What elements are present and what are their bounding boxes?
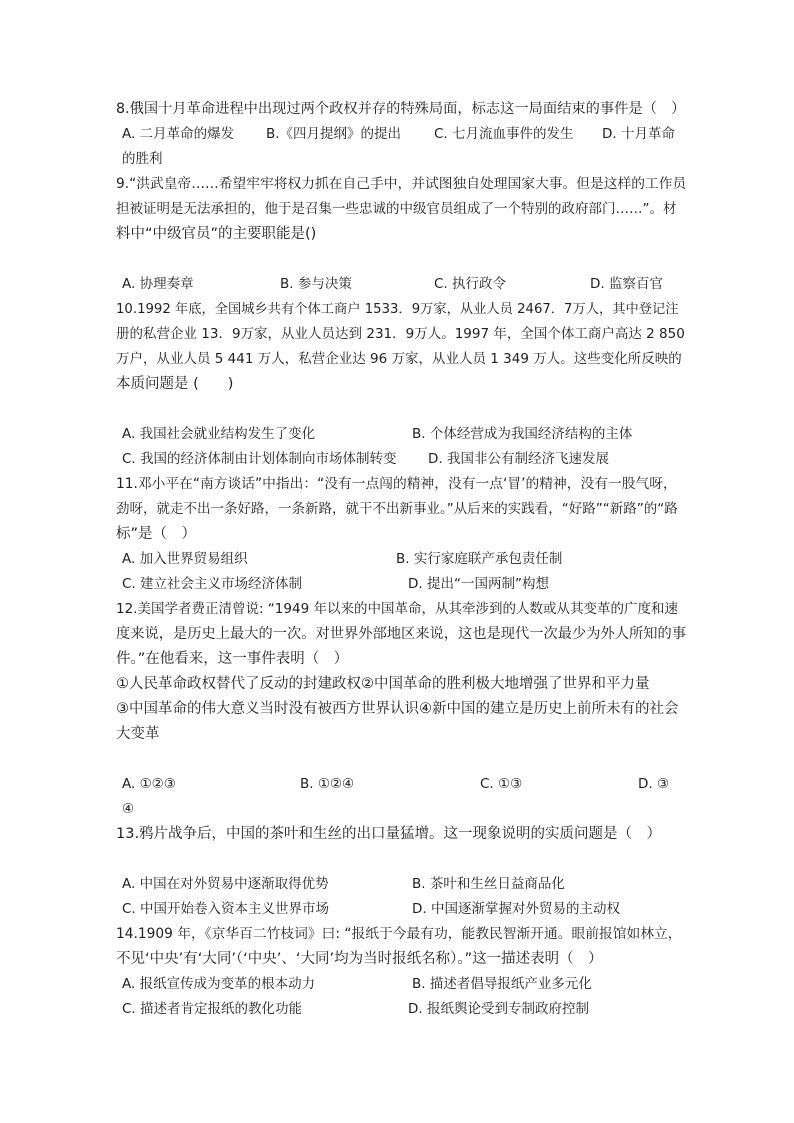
question-text: 9.“洪武皇帝……希望牢牢将权力抓在自己手中，并试图独自处理国家大事。但是这样的工作员 — [116, 176, 687, 192]
option-d: D. 报纸舆论受到专制政府控制 — [408, 1001, 589, 1017]
option-a: A. 协理奏章 — [122, 276, 194, 292]
question-text: 劲呀，就走不出一条好路，一条新路，就干不出新事业。”从后来的实践看，“好路”“新路”的“路 — [116, 501, 678, 517]
question-text: 万户，从业人员 5 441 万人，私营企业达 96 万家，从业人员 1 349 万人。这些变化所反映的 — [116, 351, 682, 367]
option-b: B. 茶叶和生丝日益商品化 — [412, 876, 565, 892]
option-c: C. 描述者肯定报纸的教化功能 — [122, 1001, 303, 1017]
option-a: A. 加入世界贸易组织 — [122, 551, 248, 567]
option-b: B. 参与决策 — [280, 276, 352, 292]
option-d: D. 十月革命 — [602, 126, 675, 142]
option-b: B. ①②④ — [300, 776, 355, 792]
option-d: D. 提出“一国两制”构想 — [408, 576, 549, 592]
option-b: B. 个体经营成为我国经济结构的主体 — [412, 426, 633, 442]
option-c: C. 建立社会主义市场经济体制 — [122, 576, 303, 592]
option-a: A. 中国在对外贸易中逐渐取得优势 — [122, 876, 329, 892]
option-b: B.《四月提纲》的提出 — [266, 126, 402, 142]
option-c: C. 执行政令 — [434, 276, 507, 292]
option-c: C. ①③ — [480, 776, 523, 792]
option-d: D. 中国逐渐掌握对外贸易的主动权 — [412, 901, 620, 917]
option-d-continuation: 的胜利 — [122, 151, 163, 167]
question-text: 件。”在他看来，这一事件表明（ ） — [116, 651, 349, 667]
question-text: 料中“中级官员”的主要职能是() — [116, 226, 317, 242]
option-a: A. 二月革命的爆发 — [122, 126, 235, 142]
option-a: A. 我国社会就业结构发生了变化 — [122, 426, 316, 442]
question-text: 担被证明是无法承担的，他于是召集一些忠诚的中级官员组成了一个特别的政府部门……”。材 — [116, 201, 677, 217]
option-d: D. ③ — [638, 776, 670, 792]
statement-line: ③中国革命的伟大意义当时没有被西方世界认识④新中国的建立是历史上前所未有的社会 — [116, 701, 679, 717]
question-text: 11.邓小平在“南方谈话”中指出：“没有一点闯的精神，没有一点‘冒’的精神，没有一股气呀， — [116, 476, 677, 492]
option-c: C. 我国的经济体制由计划体制向市场体制转变 — [122, 451, 397, 467]
option-a: A. ①②③ — [122, 776, 176, 792]
question-text: 10.1992 年底，全国城乡共有个体工商户 1533．9万家，从业人员 2467．7万人，其中登记注 — [116, 302, 679, 317]
question-text: 度来说，是历史上最大的一次。对世界外部地区来说，这也是现代一次最少为外人所知的事 — [116, 626, 687, 642]
statement-line: ①人民革命政权替代了反动的封建政权②中国革命的胜利极大地增强了世界和平力量 — [116, 676, 650, 692]
option-b: B. 描述者倡导报纸产业多元化 — [412, 976, 592, 992]
question-text: 标”是（ ） — [116, 526, 197, 542]
statement-line: 大变革 — [116, 726, 160, 742]
question-text: 13.鸦片战争后，中国的茶叶和生丝的出口量猛增。这一现象说明的实质问题是（ ） — [116, 826, 662, 842]
question-text: 册的私营企业 13．9万家，从业人员达到 231．9万人。1997 年，全国个体工商户高达 2 850 — [116, 326, 685, 342]
question-text: 14.1909 年，《京华百二竹枝词》曰: “报纸于今最有功，能教民智渐开通。眼前报馆如林立， — [116, 926, 682, 942]
question-text: 不见‘中央’有‘大同’（‘中央’、‘大同’均为当时报纸名称）。”这一描述表明（ ） — [116, 951, 603, 967]
option-d: D. 监察百官 — [590, 276, 663, 292]
option-c: C. 七月流血事件的发生 — [434, 126, 574, 142]
option-d: D. 我国非公有制经济飞速发展 — [428, 451, 609, 467]
question-text: 8.俄国十月革命进程中出现过两个政权并存的特殊局面，标志这一局面结束的事件是（ ） — [116, 101, 686, 117]
option-a: A. 报纸宣传成为变革的根本动力 — [122, 976, 316, 992]
option-b: B. 实行家庭联产承包责任制 — [396, 551, 563, 567]
option-c: C. 中国开始卷入资本主义世界市场 — [122, 901, 330, 917]
question-text: 12.美国学者费正清曾说: “1949 年以来的中国革命，从其牵涉到的人数或从其变革的广度和速 — [116, 601, 678, 617]
question-text: 本质问题是 ( ) — [116, 376, 234, 392]
option-d-continuation: ④ — [122, 801, 135, 817]
